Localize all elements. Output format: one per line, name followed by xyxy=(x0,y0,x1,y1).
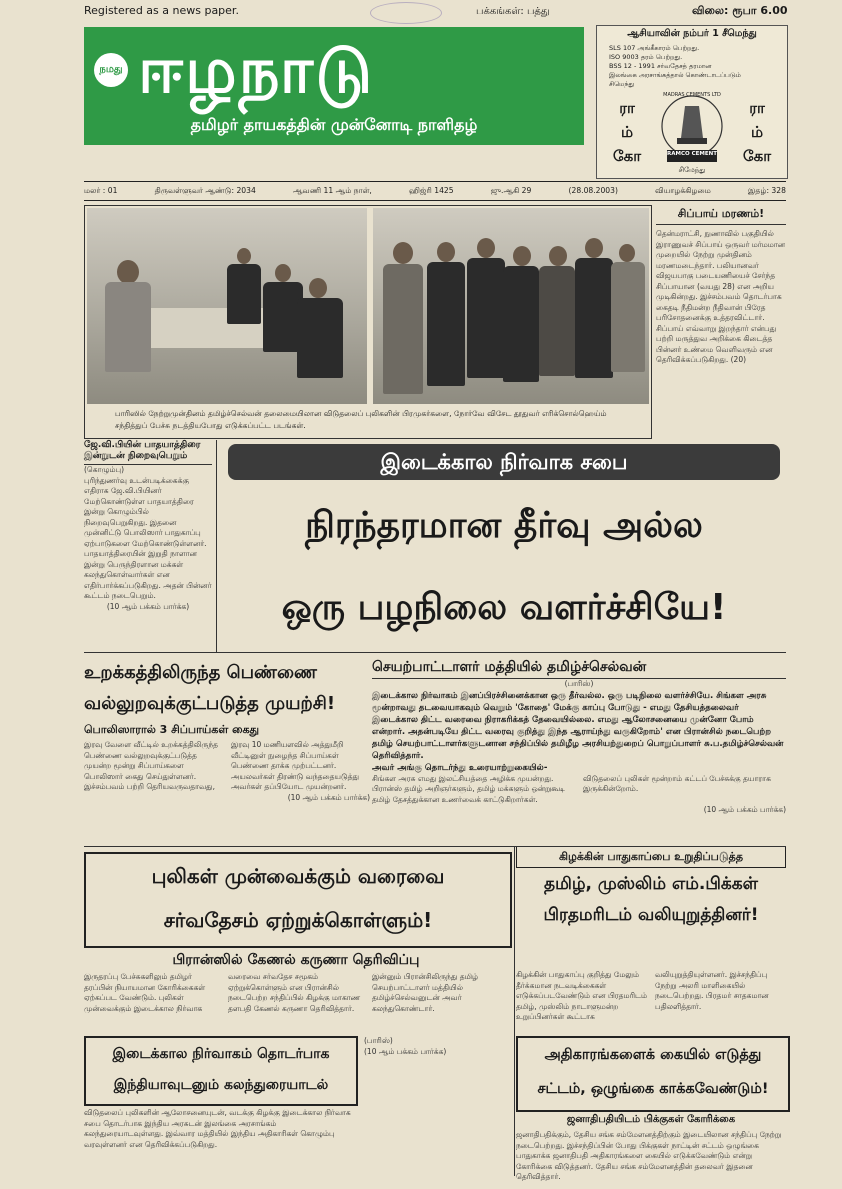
photo-block xyxy=(84,205,652,439)
attack-story xyxy=(84,658,370,844)
attack-jump: (10 ஆம் பக்கம் பார்க்க) xyxy=(287,792,370,802)
meeting-photo xyxy=(87,208,367,404)
masthead-tagline: தமிழர் தாயகத்தின் முன்னோடி நாளிதழ் xyxy=(190,115,478,134)
ad-left-stack xyxy=(607,96,647,168)
ad-line: ISO 9003 தரம் பெற்றது. xyxy=(609,53,683,61)
east-body: கிழக்கின் பாதுகாப்பு குறித்து மேலும் தீர்க்கமான நடவடிக்கைகள் எடுக்கப்படவேண்டும் என பிரதமரிடம் தமிழ், முஸ்லிம் நாடாளுமன்ற உறுப்பினர்கள் கூட்டாக வலியுறுத்தியுள்ளனர். இச்சந்திப்பு நேற்று அலரி மாளிகையில் நடைபெற்றது. பிரதமர் சாதகமான பதிலளித்தார். xyxy=(516,970,769,1021)
page-count: பக்கங்கள்: பத்து xyxy=(476,6,550,17)
issue-number: இதழ்: 328 xyxy=(748,186,786,195)
stamp-mark xyxy=(370,2,442,24)
soldier-body: தென்மராட்சி, நுணாவில் பகுதியில் இராணுவச் சிப்பாய் ஒருவர் மர்மமான முறையில் நேற்று முன்தினம் மரணமடைந்தார். பலியானவர் விஜயபாகு படையணியைச் சேர்ந்த சிப்பாயான (வயது 28) என அறிய முடிகின்றது. இச்சம்பவம் தொடர்பாக கைதடி நீதிமன்ற நீதிவான் பிரேத பரிசோதனைக்கு உத்தரவிட்டார். சிப்பாய் எவ்வாறு இறந்தார் என்பது பற்றி மருத்துவ அறிக்கை கிடைத்த பின்னர் உண்மை வெளிவரும் என தெரிவிக்கப்படுகிறது. (20) xyxy=(656,229,786,364)
ad-stack-char: ரா xyxy=(619,99,635,117)
jvp-story xyxy=(84,440,212,650)
volume: மலர் : 01 xyxy=(84,186,118,195)
tigers-continued xyxy=(364,1036,508,1166)
power-headline-1: அதிகாரங்களைக் கையில் எடுத்து xyxy=(544,1047,762,1063)
east-kicker: கிழக்கின் பாதுகாப்பை உறுதிப்படுத்த xyxy=(516,846,786,868)
tamilselvan-headline: செயற்பாட்டாளர் மத்தியில் தமிழ்ச்செல்வன் xyxy=(372,656,786,679)
ad-stack-char: ரா xyxy=(749,99,765,117)
ad-lines xyxy=(609,44,779,89)
dateline xyxy=(84,181,786,201)
price: விலை: ரூபா 6.00 xyxy=(692,4,788,17)
section-divider xyxy=(84,652,786,653)
soldier-headline: சிப்பாய் மரணம்! xyxy=(656,207,786,225)
attack-headline-2: வல்லுறவுக்குட்படுத்த முயற்சி! xyxy=(84,693,336,714)
jvp-body: புரிந்துணர்வு உடன்படிக்கைக்கு எதிராக ஜே.வி.பியினர் மேற்கொண்டுள்ள பாதயாத்திரை இன்று கொழும்பில் நிறைவுபெறுகிறது. இதனை முன்னிட்டு பொலிஸார் பாதுகாப்பு ஏற்பாடுகளை மேற்கொண்டுள்ளனர். பாதயாத்திரையின் இறுதி நாளான இன்று பெருந்திரளான மக்கள் கலந்துகொள்வார்கள் என எதிர்பார்க்கப்படுகிறது. அதன் பின்னர் கூட்டம் நடைபெறும். xyxy=(84,475,212,600)
tigers-source: (பாரிஸ்) xyxy=(364,1036,393,1045)
attack-body: இரவு வேளை வீட்டில் உறக்கத்திலிருந்த பெண்ணை வல்லுறவுக்குட்படுத்த முயன்ற மூன்று சிப்பாய்களை பொலிஸார் கைது செய்துள்ளனர். இச்சம்பவம் பற்றி தெரியவருவதாவது, இரவு 10 மணியளவில் அத்துமீறி வீட்டினுள் நுழைந்த சிப்பாய்கள் பெண்ணை தாக்க முற்பட்டனர். அயலவர்கள் திரண்டு வந்ததையடுத்து அவர்கள் தப்பியோட முயன்றனர். xyxy=(84,740,360,791)
ad-line: இலங்கை அரசாங்கத்தால் கொண்டாடப்படும் xyxy=(609,71,741,79)
tigers-headline-1: புலிகள் முன்வைக்கும் வரைவை xyxy=(151,864,445,888)
column-divider xyxy=(514,846,515,1176)
group-photo xyxy=(373,208,649,404)
column-divider xyxy=(216,440,217,652)
main-headline-2: ஒரு பழநிலை வளர்ச்சியே! xyxy=(281,587,727,628)
ad-stack-char: ம் xyxy=(750,123,764,141)
numeric-date: (28.08.2003) xyxy=(568,186,618,195)
ad-right-stack xyxy=(737,96,777,168)
tamilselvan-source: (பாரிஸ்) xyxy=(564,679,594,688)
attack-subhead: பொலிஸாரால் 3 சிப்பாய்கள் கைது xyxy=(84,723,260,736)
section-divider xyxy=(84,846,786,847)
masthead xyxy=(84,27,584,145)
ad-stack-char: கோ xyxy=(612,147,642,165)
main-banner xyxy=(222,440,786,652)
main-headline-1: நிரந்தரமான தீர்வு அல்ல xyxy=(305,505,703,546)
hijri-date: ஹிஜ்ரி 1425 xyxy=(409,186,454,195)
soldier-death-story xyxy=(656,207,786,437)
ad-foot: சிமேந்து xyxy=(678,166,706,174)
tigers-banner xyxy=(84,852,512,948)
jvp-source: (கொழும்பு) xyxy=(84,465,125,474)
power-banner xyxy=(516,1036,790,1112)
attack-headline-1: உறக்கத்திலிருந்த பெண்ணை xyxy=(84,662,317,683)
tamilselvan-jump: (10 ஆம் பக்கம் பார்க்க) xyxy=(703,805,786,814)
ad-stack-char: கோ xyxy=(742,147,772,165)
cement-advert xyxy=(596,25,788,179)
tamil-date: ஆவணி 11 ஆம் நாள், xyxy=(292,186,372,195)
ad-title: ஆசியாவின் நம்பர் 1 சீமெந்து xyxy=(627,28,757,39)
tamilselvan-story xyxy=(372,656,786,844)
ad-brand-top: MADRAS CEMENTS LTD xyxy=(663,92,721,98)
tamilselvan-body: சிங்கள அரசு எமது இலட்சியத்தை அழிக்க முயன்றது. பிரான்ஸ் தமிழ் அறிஞர்களும், தமிழ் மக்களும் ஒன்றுகூடி தமிழ் தேசத்துக்கான உணர்வைக் காட்டுகிறார்கள். விடுதலைப் புலிகள் மூன்றாம் கட்டப் பேச்சுக்கு தயாராக இருக்கின்றோம். xyxy=(372,773,771,804)
ad-line: BSS 12 - 1991 சர்வதேசத் தரமான xyxy=(609,62,712,70)
weekday: வியாழக்கிழமை xyxy=(655,186,711,195)
gregorian-date: ஜு.ஆகி 29 xyxy=(490,186,532,195)
registered-notice: Registered as a news paper. xyxy=(84,4,239,17)
ad-stack-char: ம் xyxy=(620,123,634,141)
jvp-headline: ஜே.வி.பியின் பாதயாத்திரை இன்றுடன் நிறைவுபெறும் xyxy=(84,440,212,465)
ad-line: SLS 107 அங்கீகாரம் பெற்றது. xyxy=(609,44,700,52)
era-year: திருவள்ளுவர் ஆண்டு: 2034 xyxy=(154,186,256,195)
india-body: விடுதலைப் புலிகளின் ஆலோசனையுடன், வடக்கு கிழக்கு இடைக்கால நிர்வாக சபை தொடர்பாக இந்திய அரசுடன் இலங்கை அரசாங்கம் கலந்துரையாடவுள்ளது. இவ்வார மத்தியில் இந்திய அதிகாரிகள் கொழும்பு வரவுள்ளனர் என தெரிவிக்கப்படுகிறது. xyxy=(84,1108,351,1149)
india-banner xyxy=(84,1036,358,1106)
ad-brand: RAMCO CEMENT xyxy=(667,151,717,157)
tigers-subhead: பிரான்ஸில் கேணல் கருணா தெரிவிப்பு xyxy=(172,952,420,968)
power-body: ஜனாதிபதிக்கும், தேசிய சங்க சம்மேளனத்திற்கும் இடையிலான சந்திப்பு நேற்று நடைபெற்றது. இச்சந்திப்பின் போது பிக்குகள் நாட்டின் சட்டம் ஒழுங்கை பாதுகாக்க ஜனாதிபதி அதிகாரங்களை கையில் எடுக்கவேண்டும் என்று கோரிக்கை விடுத்தனர். தேசிய சங்க சம்மேளனத்தின் தலைவர் இதனை தெரிவித்தார். xyxy=(516,1130,782,1181)
tigers-jump: (10 ஆம் பக்கம் பார்க்க) xyxy=(364,1046,447,1056)
india-headline-2: இந்தியாவுடனும் கலந்துரையாடல் xyxy=(113,1077,329,1093)
masthead-title: ஈழநாடு xyxy=(138,34,375,108)
india-headline-1: இடைக்கால நிர்வாகம் தொடர்பாக xyxy=(112,1046,330,1062)
power-headline-2: சட்டம், ஒழுங்கை காக்கவேண்டும்! xyxy=(537,1081,769,1097)
masthead-prefix: நமது xyxy=(94,53,128,87)
photo-caption: பாரிஸில் நேற்றுமுன்தினம் தமிழ்ச்செல்வன் தலைமையிலான விடுதலைப் புலிகளின் பிரமுகர்களை, நோர்வே விசேட தூதுவர் எரிக்சொல்ஹெய்ம் சந்தித்துப் பேச்சு நடத்தியபோது எடுக்கப்பட்ட படங்கள். xyxy=(115,409,607,430)
tigers-headline-2: சர்வதேசம் ஏற்றுக்கொள்ளும்! xyxy=(163,908,433,932)
east-headline-2: பிரதமரிடம் வலியுறுத்தினர்! xyxy=(543,905,759,925)
jvp-jump: (10 ஆம் பக்கம் பார்க்க) xyxy=(106,601,190,611)
power-subhead: ஜனாதிபதியிடம் பிக்குகள் கோரிக்கை xyxy=(566,1114,736,1125)
ramco-logo xyxy=(655,92,729,168)
tamilselvan-lead2: அவர் அங்கு தொடர்ந்து உரையாற்றுகையில்- xyxy=(372,762,548,773)
main-kicker: இடைக்கால நிர்வாக சபை xyxy=(228,444,780,480)
ad-line: சிமெந்து xyxy=(609,80,635,88)
tamilselvan-lead: இடைக்கால நிர்வாகம் இனப்பிரச்சினைக்கான ஒரு தீர்வல்ல. ஒரு படிநிலை வளர்ச்சியே. சிங்கள அரசு மூன்றாவது தடவையாகவும் வெறும் 'கோதை' மேக்கு காப்பு போடுது - எமது தேசியத்தலைவர் இடைக்கால திட்ட வரைவை நிராகரிக்கத் தேவையில்லை. எமது ஆலோசனையை முன்னோ போம் என்றார். அதன்படியே திட்ட வரைவு குறித்து இந்த ஆராய்ந்து வருகிறோம்' என பிரான்சில் நடைபெற்ற தமிழ் செயற்பாட்டாளர்களுடனான சந்திப்பில் தமிழீழ அரசியற்துறைப் பொறுப்பாளர் சு.ப.தமிழ்ச்செல்வன் தெரிவித்தார். xyxy=(372,690,784,761)
tigers-body: இருதரப்பு பேச்சுகளிலும் தமிழர் தரப்பின் நியாயமான கோரிக்கைகள் ஏற்கப்பட வேண்டும். புலிகள் முன்வைக்கும் இடைக்கால நிர்வாக வரைவை சர்வதேச சமூகம் ஏற்றுக்கொள்ளும் என பிரான்சில் நடைபெற்ற சந்திப்பில் கிழக்கு மாகாண தளபதி கேணல் கருணா தெரிவித்தார். இன்னும் பிரான்சிலிருந்து தமிழ் செயற்பாட்டாளர் மத்தியில் தமிழ்ச்செல்வனுடன் அவர் கலந்துகொண்டார். xyxy=(84,972,479,1013)
east-headline-1: தமிழ், முஸ்லிம் எம்.பிக்கள் xyxy=(544,874,758,894)
east-security-story xyxy=(516,846,786,968)
